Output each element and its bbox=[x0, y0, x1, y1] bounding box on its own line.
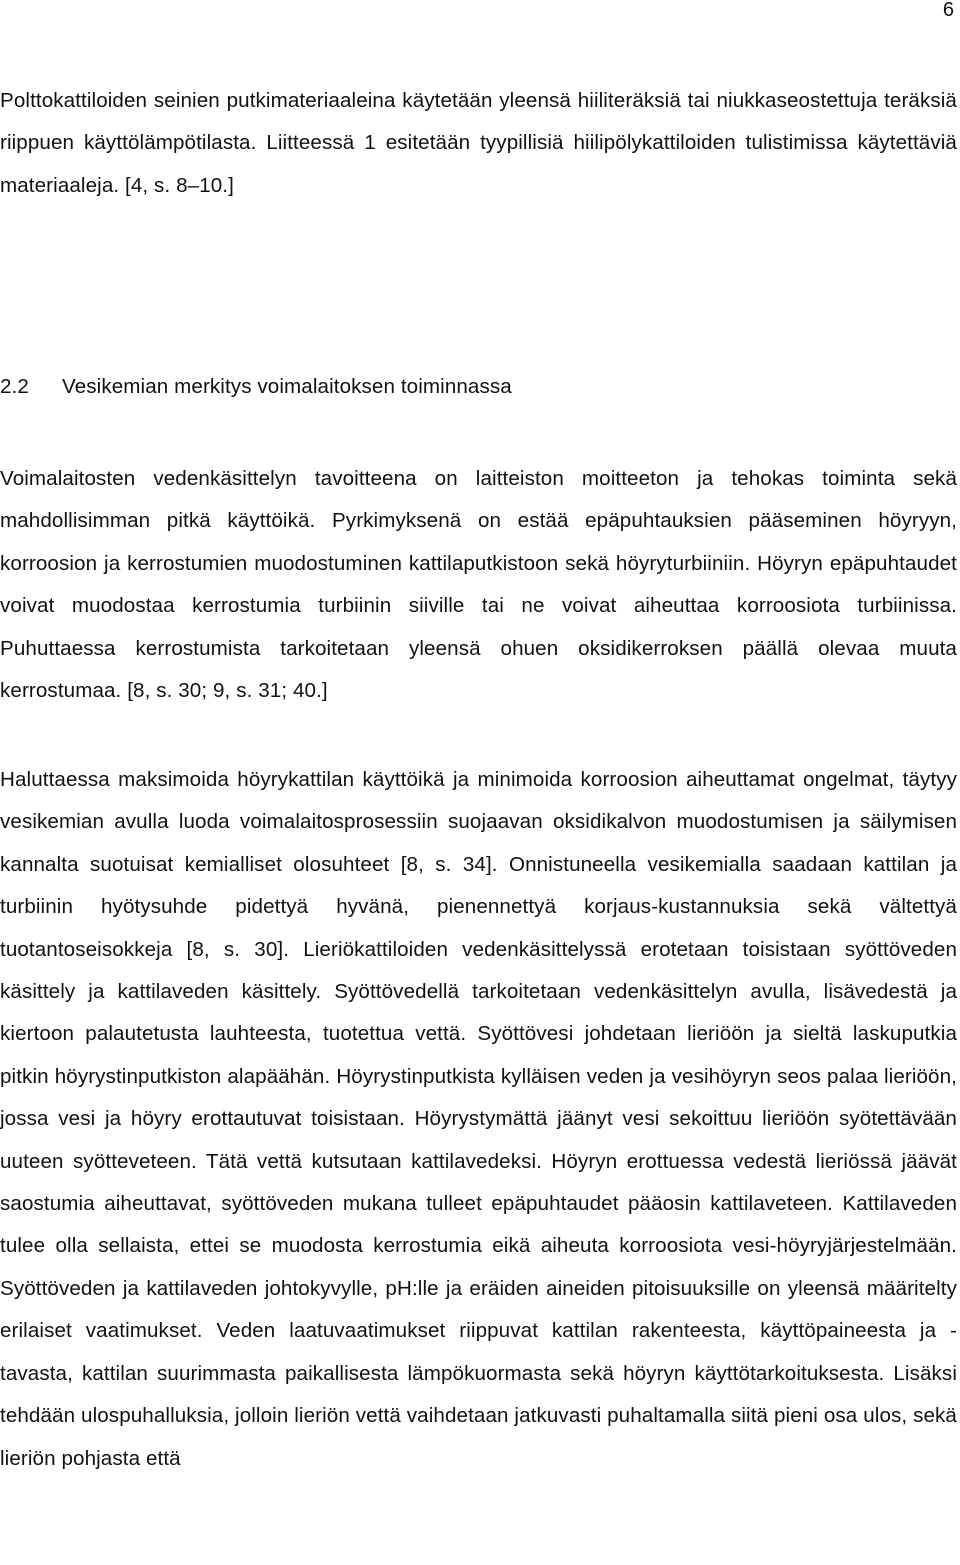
section-heading bbox=[0, 366, 957, 408]
section-number: 2.2 bbox=[0, 375, 29, 398]
page-number: 6 bbox=[942, 0, 954, 21]
section-title: Vesikemian merkitys voimalaitoksen toiminnassa bbox=[62, 375, 512, 398]
paragraph: Haluttaessa maksimoida höyrykattilan käyttöikä ja minimoida korroosion aiheuttamat ongelmat, täytyy vesikemian avulla luoda voimalaitosprosessiin suojaavan oksidikalvon muodostumisen ja säilymisen kannalta suotuisat kemialliset olosuhteet [8, s. 34]. Onnistuneella vesikemialla saadaan kattilan ja turbiinin hyötysuhde pidettyä hyvänä, pienennettyä korjaus-kustannuksia sekä vältettyä tuotantoseisokkeja [8, s. 30]. Lieriökattiloiden vedenkäsittelyssä erotetaan toisistaan syöttöveden käsittely ja kattilaveden käsittely. Syöttövedellä tarkoitetaan vedenkäsittelyn avulla, lisävedestä ja kiertoon palautetusta lauhteesta, tuotettua vettä. Syöttövesi johdetaan lieriöön ja sieltä laskuputkia pitkin höyrystinputkiston alapäähän. Höyrystinputkista kylläisen veden ja vesihöyryn seos palaa lieriöön, jossa vesi ja höyry erottautuvat toisistaan. Höyrystymättä jäänyt vesi sekoittuu lieriöön syötettävään uuteen syötteveteen. Tätä vettä kutsutaan kattilavedeksi. Höyryn erottuessa vedestä lieriössä jäävät saostumia aiheuttavat, syöttöveden mukana tulleet epäpuhtaudet pääosin kattilaveteen. Kattilaveden tulee olla sellaista, ettei se muodosta kerrostumia eikä aiheuta korroosiota vesi-höyryjärjestelmään. Syöttöveden ja kattilaveden johtokyvylle, pH:lle ja eräiden aineiden pitoisuuksille on yleensä määritelty erilaiset vaatimukset. Veden laatuvaatimukset riippuvat kattilan rakenteesta, käyttöpaineesta ja -tavasta, kattilan suurimmasta paikallisesta lämpökuormasta sekä höyryn käyttötarkoituksesta. Lisäksi tehdään ulospuhalluksia, jolloin lieriön vettä vaihdetaan jatkuvasti puhaltamalla siitä pieni osa ulos, sekä lieriön pohjasta että bbox=[0, 768, 957, 1470]
paragraph: Voimalaitosten vedenkäsittelyn tavoitteena on laitteiston moitteeton ja tehokas toiminta sekä mahdollisimman pitkä käyttöikä. Pyrkimyksenä on estää epäpuhtauksien pääseminen höyryyn, korroosion ja kerrostumien muodostuminen kattilaputkistoon sekä höyryturbiiniin. Höyryn epäpuhtaudet voivat muodostaa kerrostumia turbiinin siiville tai ne voivat aiheuttaa korroosiota turbiinissa. Puhuttaessa kerrostumista tarkoitetaan yleensä ohuen oksidikerroksen päällä olevaa muuta kerrostumaa. [8, s. 30; 9, s. 31; 40.] bbox=[0, 467, 957, 703]
paragraph: Polttokattiloiden seinien putkimateriaaleina käytetään yleensä hiiliteräksiä tai niukkaseostettuja teräksiä riippuen käyttölämpötilasta. Liitteessä 1 esitetään tyypillisiä hiilipölykattiloiden tulistimissa käytettäviä materiaaleja. [4, s. 8–10.] bbox=[0, 89, 957, 197]
